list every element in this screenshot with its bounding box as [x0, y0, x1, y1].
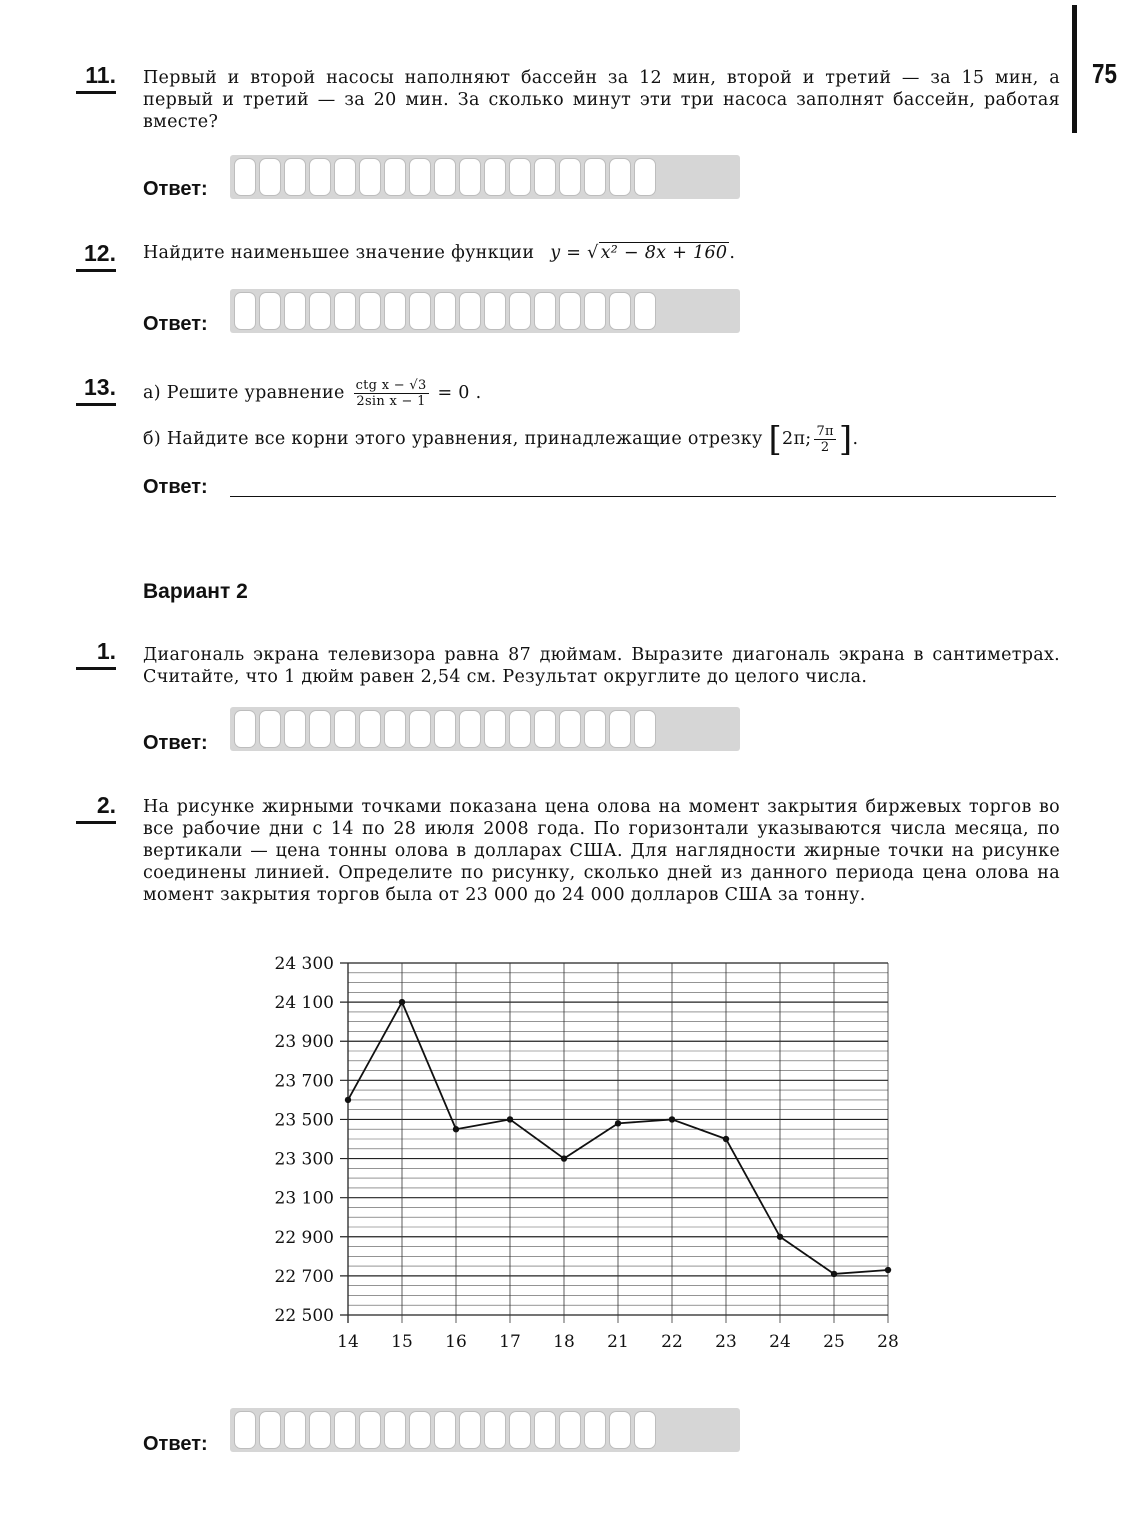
data-point [615, 1120, 621, 1126]
answer-cell[interactable] [259, 158, 281, 196]
answer-cell[interactable] [509, 1411, 531, 1449]
variant-answer-label-1: Ответ: [143, 732, 208, 754]
answer-cell[interactable] [284, 292, 306, 330]
answer-cell[interactable] [559, 292, 581, 330]
data-point [777, 1234, 783, 1240]
answer-cell[interactable] [334, 292, 356, 330]
answer-cell[interactable] [459, 1411, 481, 1449]
answer-cell[interactable] [509, 158, 531, 196]
interval-fraction [814, 424, 835, 455]
task-12-radicand: x² − 8x + 160 [600, 243, 728, 263]
task-12-formula-eq: = [560, 243, 588, 263]
answer-cell[interactable] [534, 710, 556, 748]
answer-cell[interactable] [584, 158, 606, 196]
x-tick-label: 17 [499, 1332, 521, 1352]
chart-x-labels [337, 1332, 899, 1352]
variant-answer-label-2: Ответ: [143, 1433, 208, 1455]
answer-cell[interactable] [234, 158, 256, 196]
answer-cell[interactable] [284, 1411, 306, 1449]
answer-cell[interactable] [584, 1411, 606, 1449]
data-point [561, 1155, 567, 1161]
answer-cell[interactable] [259, 292, 281, 330]
x-tick-label: 16 [445, 1332, 467, 1352]
answer-cell[interactable] [384, 710, 406, 748]
data-point [345, 1097, 351, 1103]
answer-cell[interactable] [334, 710, 356, 748]
interval-denominator: 2 [820, 440, 830, 455]
variant-task-1-text: Диагональ экрана телевизора равна 87 дюймам. Выразите диагональ экрана в сантиметрах. Считайте, что 1 дюйм равен 2,54 см. Результат округлите до целого числа. [143, 645, 1060, 687]
task-12-text: Найдите наименьшее значение функции [143, 243, 535, 263]
task-12-formula-y: y [550, 243, 561, 263]
x-tick-label: 22 [661, 1332, 683, 1352]
answer-cell[interactable] [459, 710, 481, 748]
variant-task-number-1: 1. [76, 638, 116, 670]
answer-label-12: Ответ: [143, 313, 208, 335]
answer-cell[interactable] [359, 158, 381, 196]
task-12-formula-end: . [729, 243, 736, 263]
answer-cell[interactable] [459, 158, 481, 196]
answer-cell[interactable] [534, 292, 556, 330]
answer-cell[interactable] [634, 292, 656, 330]
task-13b-text: б) Найдите все корни этого уравнения, принадлежащие отрезку [143, 429, 763, 449]
answer-cell[interactable] [584, 292, 606, 330]
answer-cell[interactable] [509, 292, 531, 330]
answer-cell[interactable] [359, 1411, 381, 1449]
task-13a-numerator: ctg x − √3 [355, 378, 427, 393]
chart-grid-major [340, 963, 888, 1323]
answer-cell[interactable] [559, 710, 581, 748]
data-point [723, 1136, 729, 1142]
y-tick-label: 22 500 [274, 1306, 334, 1326]
answer-cell[interactable] [609, 1411, 631, 1449]
task-number-11: 11. [76, 62, 116, 94]
variant-task-number-2: 2. [76, 792, 116, 824]
answer-cell[interactable] [334, 1411, 356, 1449]
answer-cell[interactable] [359, 292, 381, 330]
answer-cells-11[interactable] [230, 155, 740, 199]
task-13a-rhs: = 0 . [431, 383, 482, 403]
answer-cell[interactable] [634, 1411, 656, 1449]
x-tick-label: 25 [823, 1332, 845, 1352]
answer-cell[interactable] [234, 710, 256, 748]
answer-cell[interactable] [609, 158, 631, 196]
task-13a-denominator: 2sin x − 1 [356, 394, 426, 409]
tin-price-chart [250, 945, 930, 1365]
answer-cell[interactable] [309, 158, 331, 196]
answer-line-13[interactable] [230, 496, 1056, 497]
page-edge-bar [1072, 5, 1077, 133]
answer-cell[interactable] [484, 292, 506, 330]
answer-cell[interactable] [434, 158, 456, 196]
task-13b-line [143, 419, 1060, 460]
answer-cell[interactable] [509, 710, 531, 748]
answer-cell[interactable] [634, 710, 656, 748]
answer-cell[interactable] [559, 158, 581, 196]
answer-cell[interactable] [284, 158, 306, 196]
answer-cell[interactable] [559, 1411, 581, 1449]
answer-label-13: Ответ: [143, 476, 208, 498]
answer-cell[interactable] [284, 710, 306, 748]
answer-cell[interactable] [409, 710, 431, 748]
answer-cell[interactable] [484, 710, 506, 748]
answer-cell[interactable] [434, 1411, 456, 1449]
answer-cell[interactable] [384, 292, 406, 330]
data-point [831, 1271, 837, 1277]
answer-cell[interactable] [384, 158, 406, 196]
variant-answer-cells-2[interactable] [230, 1408, 740, 1452]
task-12-line: Найдите наименьшее значение функции y = √ x² − 8x + 160 . [143, 243, 736, 263]
answer-cell[interactable] [334, 158, 356, 196]
x-tick-label: 28 [877, 1332, 899, 1352]
page-number: 75 [1092, 58, 1117, 89]
answer-cells-12[interactable] [230, 289, 740, 333]
interval-numerator: 7π [816, 424, 834, 439]
y-tick-label: 22 700 [274, 1266, 334, 1287]
answer-cell[interactable] [584, 710, 606, 748]
x-tick-label: 23 [715, 1332, 737, 1352]
task-number-12: 12. [76, 240, 116, 272]
task-13b-end: . [852, 429, 859, 449]
x-tick-label: 15 [391, 1332, 413, 1352]
answer-cell[interactable] [409, 292, 431, 330]
answer-cell[interactable] [309, 1411, 331, 1449]
answer-cell[interactable] [434, 292, 456, 330]
data-point [453, 1126, 459, 1132]
answer-cell[interactable] [384, 1411, 406, 1449]
y-tick-label: 24 300 [274, 954, 334, 974]
answer-cell[interactable] [309, 292, 331, 330]
interval-left: 2π; [782, 429, 812, 449]
answer-cell[interactable] [234, 1411, 256, 1449]
data-point [507, 1116, 513, 1122]
interval-right-bracket: ] [838, 419, 853, 460]
answer-cell[interactable] [484, 1411, 506, 1449]
data-point [885, 1267, 891, 1273]
answer-cell[interactable] [534, 1411, 556, 1449]
answer-label-11: Ответ: [143, 178, 208, 200]
x-tick-label: 24 [769, 1332, 791, 1352]
answer-cell[interactable] [259, 1411, 281, 1449]
task-13a-line [143, 378, 1060, 409]
answer-cell[interactable] [434, 710, 456, 748]
answer-cell[interactable] [409, 158, 431, 196]
y-tick-label: 22 900 [274, 1227, 334, 1248]
task-13a-text: а) Решите уравнение [143, 383, 345, 403]
data-point [669, 1116, 675, 1122]
answer-cell[interactable] [484, 158, 506, 196]
answer-cell[interactable] [409, 1411, 431, 1449]
answer-cell[interactable] [359, 710, 381, 748]
answer-cell[interactable] [234, 292, 256, 330]
variant-title: Вариант 2 [143, 580, 248, 603]
x-tick-label: 21 [607, 1332, 629, 1352]
y-tick-label: 23 100 [274, 1188, 334, 1209]
answer-cell[interactable] [609, 710, 631, 748]
variant-task-2-text: На рисунке жирными точками показана цена олова на момент закрытия биржевых торгов во все рабочие дни с 14 по 28 июля 2008 года. По горизонтали указываются числа месяца, по вертикали — цена тонны олова в долларах США. Для наглядности жирные точки на рисунке соединены линией. Определите по рисунку, сколько дней из данного периода цена олова на момент закрытия торгов была от 23 000 до 24 000 долларов США за тонну. [143, 797, 1060, 905]
answer-cell[interactable] [259, 710, 281, 748]
data-point [399, 999, 405, 1005]
y-tick-label: 23 500 [274, 1110, 334, 1131]
task-11-text: Первый и второй насосы наполняют бассейн за 12 мин, второй и третий — за 15 мин, а первый и третий — за 20 мин. За сколько минут эти три насоса заполнят бассейн, работая вместе? [143, 68, 1060, 132]
answer-cell[interactable] [609, 292, 631, 330]
answer-cell[interactable] [634, 158, 656, 196]
task-number-13: 13. [76, 374, 116, 406]
y-tick-label: 23 900 [274, 1032, 334, 1053]
answer-cell[interactable] [309, 710, 331, 748]
y-tick-label: 24 100 [274, 993, 334, 1014]
task-13a-fraction [354, 378, 429, 409]
x-tick-label: 14 [337, 1332, 359, 1352]
answer-cell[interactable] [459, 292, 481, 330]
y-tick-label: 23 700 [274, 1071, 334, 1092]
y-tick-label: 23 300 [274, 1149, 334, 1170]
x-tick-label: 18 [553, 1332, 575, 1352]
variant-answer-cells-1[interactable] [230, 707, 740, 751]
interval-left-bracket: [ [768, 419, 783, 460]
answer-cell[interactable] [534, 158, 556, 196]
chart-y-labels [275, 954, 334, 1326]
